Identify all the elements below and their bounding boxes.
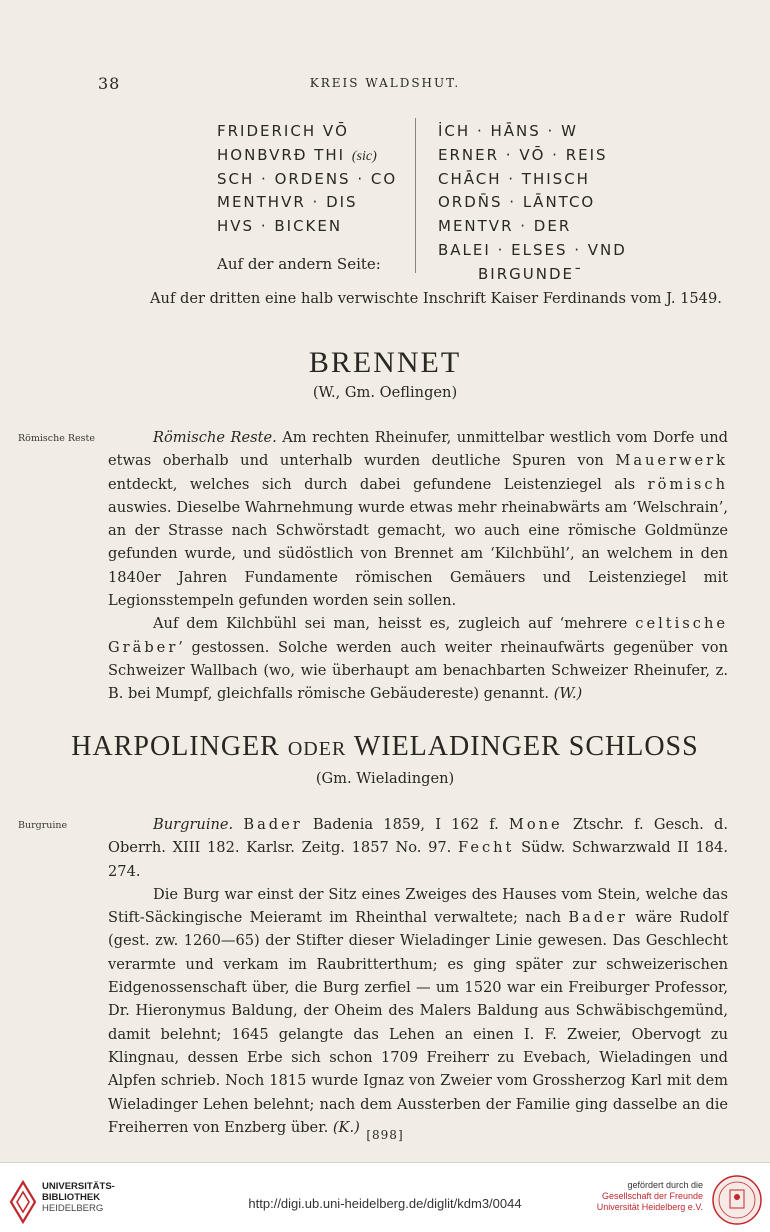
section-subtitle-brennet: (W., Gm. Oeflingen): [312, 384, 458, 401]
inscription-right-line: MENTVR · DER: [438, 217, 572, 236]
inscription-divider: [415, 118, 416, 273]
inscription-left-column: [217, 120, 417, 239]
page-header: [0, 74, 770, 98]
inscription-left-line: MENTHVR · DIS: [217, 193, 358, 212]
inscription-right-line: İCH · HĀNS · W: [438, 122, 578, 140]
sic-note: (sic): [351, 148, 377, 164]
paragraph: Burgruine. Bader Badenia 1859, I 162 f. Mone Ztschr. f. Gesch. d. Oberrh. XIII 182. Karlsr. Zeitg. 1857 No. 97. Fecht Südw. Schwarzwald II 184. 274.: [108, 816, 728, 880]
section-title-brennet: BRENNET: [308, 346, 462, 379]
section-title-harpolinger: HARPOLINGER ODER WIELADINGER SCHLOSS: [71, 731, 699, 762]
library-name: UNIVERSITÄTS- BIBLIOTHEK HEIDELBERG: [42, 1181, 115, 1214]
lead-phrase: Burgruine.: [153, 816, 234, 833]
inscription-right-line: BALEI · ELSES · VND: [438, 240, 627, 259]
university-seal-icon: [712, 1172, 762, 1228]
inscription-left-line: HVS · BICKEN: [217, 217, 343, 236]
inscription-right-line: ERNER · VŌ · REIS: [438, 145, 608, 164]
inscription-right-line: BIRGUNDE¯: [478, 264, 584, 283]
inscription-right-line: CHĀCH · THISCH: [438, 169, 590, 188]
author-signature: (W.): [553, 685, 583, 703]
lead-phrase: Römische Reste.: [153, 429, 277, 446]
section-subtitle-harpolinger: (Gm. Wieladingen): [315, 770, 455, 787]
inscription-right-line: ORDN̄S · LĀNTCO: [438, 193, 596, 212]
sponsor-text: gefördert durch die Gesellschaft der Freunde Universität Heidelberg e.V.: [596, 1180, 703, 1212]
running-head: KREIS WALDSHUT.: [309, 76, 461, 90]
third-side-note: Auf der dritten eine halb verwischte Inschrift Kaiser Ferdinands vom J. 1549.: [150, 290, 722, 307]
inscription-left-line: FRIDERICH VŌ: [217, 122, 349, 140]
paragraph: Die Burg war einst der Sitz eines Zweiges des Hauses vom Stein, welche das Stift-Säckingische Meieramt im Rheinthal verwaltete; nach Bader wäre Rudolf (gest. zw. 1260—65) der Stifter dieser Wieladinger Linie gewesen. Das Geschlecht verarmte und verkam im Raubritterthum; es ging später zur schweizerischen Eidgenossenschaft über, die Burg zerfiel — um 1520 war ein Freiburger Professor, Dr. Hieronymus Baldung, der Oheim des Malers Baldung aus Schwäbischgemünd, damit belehnt; 1645 gelangte das Lehen an einen I. F. Zweier, Obervogt zu Klingnau, dessen Erbe sich schon 1709 Freiherr zu Evebach, Wieladingen und Alpfen schrieb. Noch 1815 wurde Ignaz von Zweier vom Grossherzog Karl mit dem Wieladinger Lehen belehnt; nach dem Aussterben der Familie ging dasselbe an die Freiherren von Enzberg über. (K.): [108, 885, 728, 1136]
author-signature: (K.): [332, 1118, 360, 1136]
paragraph: Römische Reste. Am rechten Rheinufer, unmittelbar westlich vom Dorfe und etwas oberhalb und unterhalb wurden deutliche Spuren von Mauerwerk entdeckt, welches sich durch dabei gefundene Leistenziegel als römisch auswies. Dieselbe Wahrnehmung wurde etwas mehr rheinabwärts am ‘Welschrain’, an der Strasse nach Schwörstadt gemacht, wo auch eine römische Goldmünze gefunden wurde, und südöstlich von Brennet am ‘Kilchbühl’, an welchem in den 1840er Jahren Fundamente römischen Gemäuers und Leistenziegel mit Legionsstempeln gefunden worden sein sollen.: [108, 429, 728, 610]
brennet-text: [108, 426, 728, 706]
margin-note-roemische-reste: Römische Reste: [18, 433, 95, 444]
inscription-left-line: HONBVRĐ THI (sic): [217, 145, 377, 164]
paragraph: Auf dem Kilchbühl sei man, heisst es, zugleich auf ‘mehrere celtische Gräber’ gestossen. Solche werden auch weiter rheinaufwärts gegenüber von Schweizer Wallbach (wo, wie überhaupt am benachbarten Schweizer Rheinufer, z. B. bei Mumpf, gleichfalls römische Gebäudereste) genannt. (W.): [108, 615, 728, 703]
other-side-caption: Auf der andern Seite:: [217, 255, 381, 273]
inscription-right-column: [438, 120, 678, 287]
harpolinger-text: [108, 813, 728, 1139]
inscription-left-line: SCH · ORDENS · CO: [217, 169, 398, 188]
signature-mark: [898]: [366, 1128, 404, 1142]
page-number: 38: [98, 74, 121, 93]
permalink-url[interactable]: http://digi.ub.uni-heidelberg.de/diglit/kdm3/0044: [248, 1196, 522, 1211]
margin-note-burgruine: Burgruine: [18, 820, 68, 831]
